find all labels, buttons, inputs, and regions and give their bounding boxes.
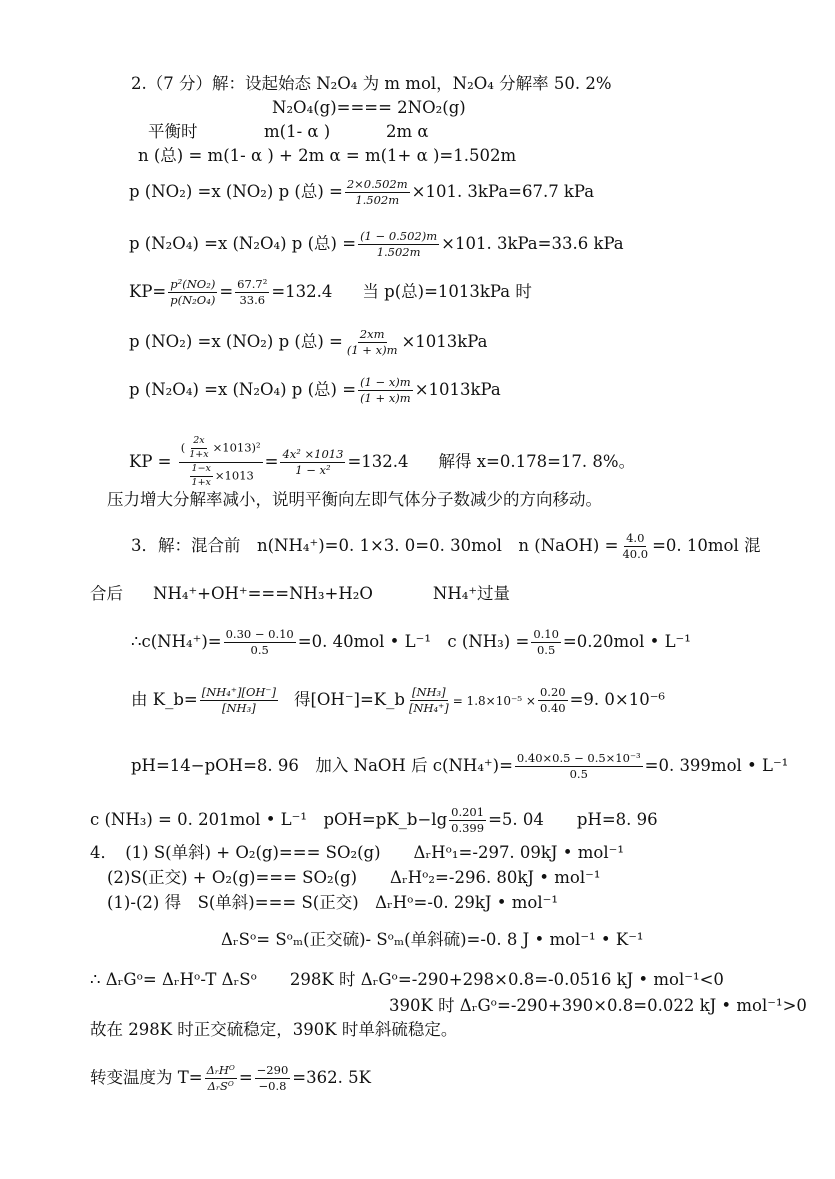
- p2-kp-lhs: KP=: [129, 282, 167, 302]
- p3-ph-num: 0.40×0.5 − 0.5×10⁻³: [515, 752, 643, 767]
- p2-kp2-top: [179, 436, 263, 463]
- p3-cnh3-line: [90, 806, 658, 835]
- p3-kb-lhs: 由 K_b=: [131, 690, 198, 710]
- p3-ph-den: 0.5: [569, 767, 588, 782]
- p2-kp2-frac1: [179, 436, 263, 489]
- p3-c2-frac: [531, 628, 561, 657]
- p2-pno2b-num: 2xm: [358, 328, 387, 343]
- p2-kp2-top-r: ×1013)²: [212, 440, 261, 455]
- p4-t-den2: −0.8: [258, 1079, 287, 1094]
- p4-line6: 390K 时 ΔᵣGᵒ=-290+390×0.8=0.022 kJ • mol⁻¹>0: [389, 996, 807, 1015]
- p4-line3: (1)-(2) 得 S(单斜)=== S(正交) ΔᵣHᵒ=-0. 29kJ • mol⁻¹: [107, 893, 558, 912]
- p2-pno2-num: 2×0.502m: [345, 178, 410, 193]
- p3-mix-excess: NH₄⁺过量: [432, 584, 511, 603]
- p3-kb-num: [NH₄⁺][OH⁻]: [200, 686, 278, 701]
- p4-t-num2: −290: [255, 1064, 291, 1079]
- p2-pn2o4-frac: [358, 230, 439, 259]
- p3-ph-lhs: pH=14−pOH=8. 96 加入 NaOH 后 c(NH₄⁺)=: [131, 756, 513, 776]
- p2-kp2-num2: 4x² ×1013: [280, 448, 345, 463]
- p3-c2-rhs: =0.20mol • L⁻¹: [562, 632, 691, 652]
- p2-pn2o4-den: 1.502m: [376, 245, 421, 260]
- p3-cnh3-den: 0.399: [451, 821, 485, 836]
- p3-kb-den3: 0.40: [539, 701, 566, 716]
- p2-kp2-top-frac: [187, 436, 210, 461]
- p4-line4: ΔᵣSᵒ= Sᵒₘ(正交硫)- Sᵒₘ(单斜硫)=-0. 8 J • mol⁻¹ • K⁻¹: [221, 930, 644, 949]
- p2-kp2-den2: 1 − x²: [295, 462, 331, 477]
- p3-cnh3-lhs: c (NH₃) = 0. 201mol • L⁻¹ pOH=pK_b−lg: [90, 810, 448, 830]
- p2-reaction: N₂O₄(g)==== 2NO₂(g): [272, 98, 466, 117]
- p2-pno2-lhs: p (NO₂) =x (NO₂) p (总) =: [129, 182, 343, 202]
- p4-t-line: [90, 1064, 371, 1093]
- p3-c-den: 0.5: [250, 643, 269, 658]
- p4-t-num: ΔᵣHᴼ: [205, 1064, 237, 1079]
- p3-mix-line: [90, 586, 510, 603]
- p3-naoh-num: 4.0: [624, 532, 646, 547]
- p4-line5: ∴ ΔᵣGᵒ= ΔᵣHᵒ-T ΔᵣSᵒ 298K 时 ΔᵣGᵒ=-290+298×0.8=-0.0516 kJ • mol⁻¹<0: [90, 970, 724, 989]
- p2-kp-line: KP= $\frac{\text{p²(NO₂)}}{\text{p(N₂O₄)}}$ = $\frac{\text{67.7²}}{33.6}$ =132.4 当 p(总)=1013kPa 时: [129, 277, 532, 308]
- p2-eq-label: 平衡时: [148, 122, 198, 141]
- p2-pno2-den: 1.502m: [355, 193, 400, 208]
- p2-kp-den2: 33.6: [239, 293, 266, 308]
- p3-c-frac: [224, 628, 296, 657]
- p3-kb-line: [131, 686, 665, 715]
- p3-kb-num2: [NH₃]: [410, 686, 448, 701]
- p3-kb-frac2: [407, 686, 451, 715]
- p2-pno2b-lhs: p (NO₂) =x (NO₂) p (总) =: [129, 332, 343, 352]
- p2-eq-m2: 2m α: [386, 122, 429, 141]
- p2-pn2o4-rhs: ×101. 3kPa=33.6 kPa: [441, 234, 624, 254]
- p2-pn2o4b-rhs: ×1013kPa: [414, 380, 501, 400]
- p3-kb-mid2: = 1.8×10⁻⁵ ×: [452, 694, 536, 709]
- p3-kb-den2: [NH₄⁺]: [408, 701, 449, 716]
- p2-kp2-top-fd: 1+x: [189, 448, 209, 460]
- p3-intro-line: [131, 532, 760, 561]
- p3-kb-rhs: =9. 0×10⁻⁶: [569, 690, 666, 710]
- p2-eq-m1: m(1- α ): [264, 122, 331, 141]
- p2-n-total: n (总) = m(1- α ) + 2m α = m(1+ α )=1.502m: [138, 146, 517, 165]
- p2-kp-den1: p(N₂O₄): [170, 293, 216, 308]
- p2-pn2o4-lhs: p (N₂O₄) =x (N₂O₄) p (总) =: [129, 234, 357, 254]
- p4-t-lhs: 转变温度为 T=: [90, 1068, 203, 1088]
- p2-pno2b-line: [129, 328, 488, 357]
- p3-naoh-rhs: =0. 10mol 混: [652, 536, 761, 556]
- p3-ph-line: [131, 752, 788, 781]
- p2-kp2-bot-fn: 1−x: [190, 464, 213, 477]
- p3-c2-num: 0.10: [531, 628, 561, 643]
- p2-pn2o4b-lhs: p (N₂O₄) =x (N₂O₄) p (总) =: [129, 380, 357, 400]
- p3-kb-frac3: [538, 686, 568, 715]
- p3-intro: 3．解：混合前 n(NH₄⁺)=0. 1×3. 0=0. 30mol n (NaOH) =: [131, 536, 619, 556]
- p3-cnh3-frac: [449, 806, 486, 835]
- p3-cnh3-rhs: =5. 04 pH=8. 96: [488, 810, 658, 830]
- p2-pno2b-frac: [345, 328, 400, 357]
- p4-line1: 4． (1) S(单斜) + O₂(g)=== SO₂(g) ΔᵣHᵒ₁=-297. 09kJ • mol⁻¹: [90, 843, 624, 862]
- p2-kp2-bot: [186, 463, 256, 489]
- p2-kp2-bot-frac: [190, 464, 213, 489]
- p3-ph-rhs: =0. 399mol • L⁻¹: [644, 756, 789, 776]
- p3-c-mid: =0. 40mol • L⁻¹ c (NH₃) =: [297, 632, 530, 652]
- p4-line2: (2)S(正交) + O₂(g)=== SO₂(g) ΔᵣHᵒ₂=-296. 80kJ • mol⁻¹: [107, 868, 601, 887]
- p2-kp2-frac2: [280, 448, 345, 477]
- p2-pno2-frac: [345, 178, 410, 207]
- p2-conclusion: 压力增大分解率减小，说明平衡向左即气体分子数减少的方向移动。: [107, 490, 602, 509]
- p2-pn2o4b-num: (1 − x)m: [358, 376, 413, 391]
- p3-ph-frac: [515, 752, 643, 781]
- p2-kp2-lhs: KP =: [129, 451, 172, 471]
- p3-naoh-den: 40.0: [622, 547, 649, 562]
- p2-kp2-bot-r: ×1013: [214, 468, 254, 483]
- p3-c-num: 0.30 − 0.10: [224, 628, 296, 643]
- p4-line7: 故在 298K 时正交硫稳定，390K 时单斜硫稳定。: [90, 1020, 458, 1039]
- p4-t-rhs: =362. 5K: [292, 1068, 371, 1088]
- p2-pno2b-den: (1 + x)m: [346, 343, 398, 358]
- p3-mix-reaction: NH₄⁺+OH⁺===NH₃+H₂O: [153, 584, 373, 603]
- p2-pn2o4b-den: (1 + x)m: [360, 391, 411, 406]
- p2-pno2-rhs: ×101. 3kPa=67.7 kPa: [411, 182, 595, 202]
- p2-intro: 2.（7 分）解：设起始态 N₂O₄ 为 m mol，N₂O₄ 分解率 50. 2%: [131, 74, 612, 93]
- p2-kp2-top-fn: 2x: [191, 436, 206, 449]
- p3-naoh-frac: [620, 532, 650, 561]
- p2-kp2-bot-fd: 1+x: [191, 476, 211, 488]
- p2-kp2-line: KP = ( $\frac{2x}{1+x}$ ×1013)² $\frac{1-x}{1+x}$ ×1013 = $\frac{\text{4x² ×1013}}{\text{1 − x²}}$ =132.4 解得 x=0.178=17. 8%。: [129, 435, 636, 488]
- p3-mix-label: 合后: [90, 584, 123, 603]
- p2-kp-frac2: [235, 278, 269, 307]
- p2-kp-num2: 67.7²: [235, 278, 269, 293]
- p3-kb-mid: 得[OH⁻]=K_b: [293, 690, 405, 710]
- p2-kp-cond: 当 p(总)=1013kPa 时: [362, 282, 532, 302]
- p2-pn2o4b-frac: [358, 376, 413, 405]
- p3-kb-den: [NH₃]: [222, 701, 256, 716]
- p2-kp-num1: p²(NO₂): [168, 278, 217, 293]
- p2-pn2o4-num: (1 − 0.502)m: [358, 230, 439, 245]
- p2-kp-rhs: =132.4: [271, 282, 333, 302]
- p2-pno2b-rhs: ×1013kPa: [401, 332, 488, 352]
- p3-kb-num3: 0.20: [538, 686, 568, 701]
- p2-kp2-solve: 解得 x=0.178=17. 8%。: [438, 451, 636, 471]
- p4-t-frac1: [205, 1064, 237, 1093]
- p3-c-lhs: ∴c(NH₄⁺)=: [131, 632, 222, 652]
- p3-kb-frac1: [200, 686, 278, 715]
- p2-kp2-rhs: =132.4: [347, 451, 409, 471]
- p3-c2-den: 0.5: [536, 643, 556, 658]
- p3-c-line: [131, 628, 691, 657]
- p2-kp2-top-l: (: [180, 440, 186, 455]
- p2-pn2o4-line: [129, 230, 624, 259]
- p2-kp-frac1: [168, 278, 217, 307]
- p4-t-frac2: [255, 1064, 291, 1093]
- p2-pn2o4b-line: [129, 376, 501, 405]
- p2-pno2-line: [129, 178, 594, 207]
- p4-t-mid: =: [238, 1068, 253, 1088]
- p4-t-den: ΔᵣSᴼ: [207, 1079, 234, 1094]
- p3-cnh3-num: 0.201: [449, 806, 486, 821]
